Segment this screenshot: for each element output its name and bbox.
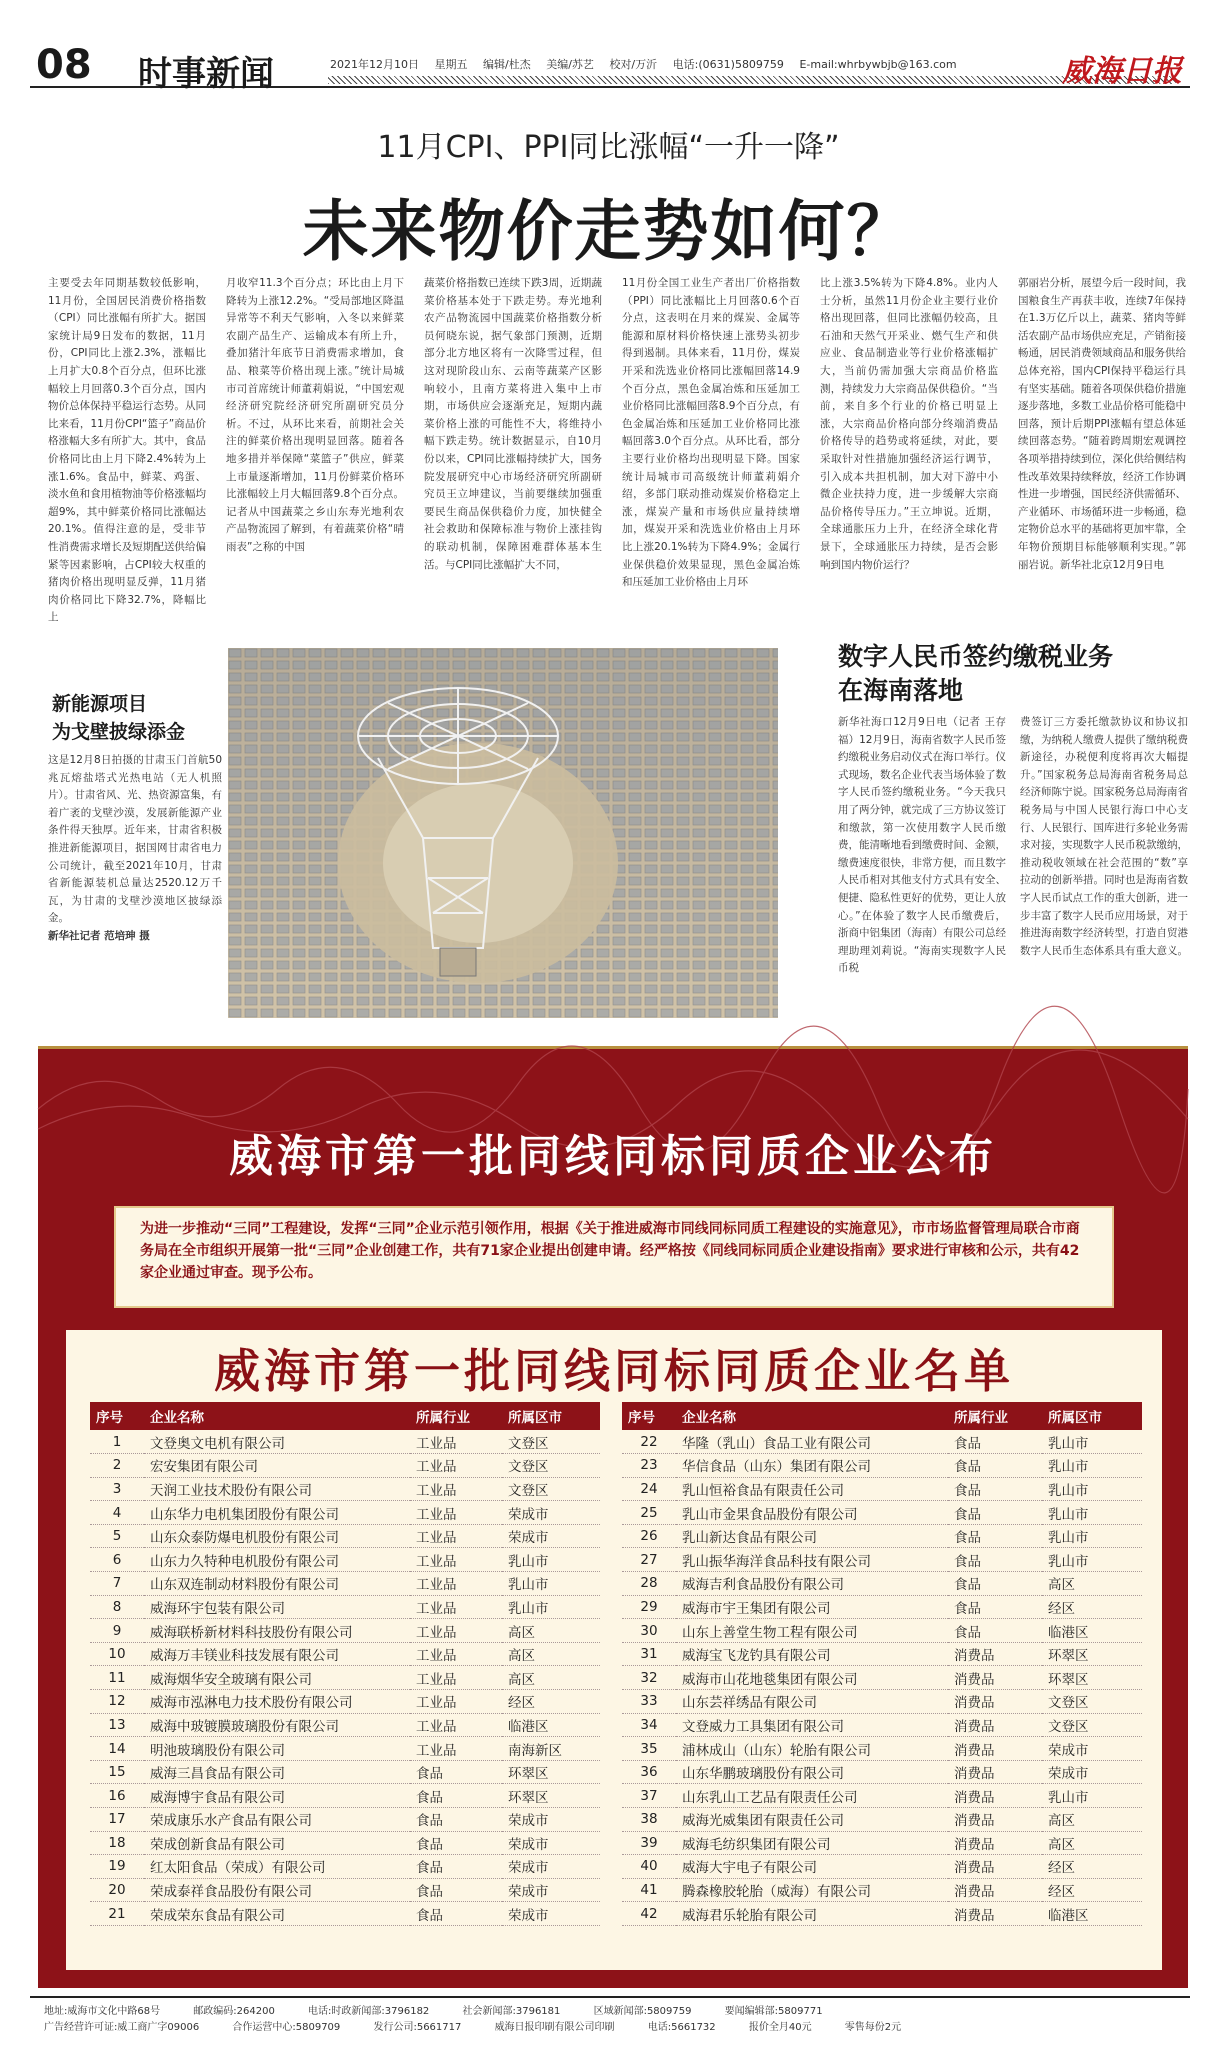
table-row [622, 1878, 1142, 1902]
side-caption: 这是12月8日拍摄的甘肃玉门首航50兆瓦熔盐塔式光热电站（无人机照片）。甘肃省风、光、热资源富集，有着广袤的戈壁沙漠，发展新能源产业条件得天独厚。近年来，甘肃省积极推进新能源项目，据国网甘肃省电力公司统计，截至2021年10月，甘肃省新能源装机总量达2520.12万千瓦，为甘肃的戈壁沙漠地区披绿添金。 [48, 754, 222, 925]
table-row [90, 1808, 600, 1832]
company-name: 乳山市金果食品股份有限公司 [676, 1501, 948, 1525]
row-number: 21 [90, 1902, 144, 1926]
company-name: 威海吉利食品股份有限公司 [676, 1572, 948, 1596]
row-number: 39 [622, 1831, 676, 1855]
row-number: 12 [90, 1690, 144, 1714]
industry: 食品 [410, 1784, 502, 1808]
company-name: 乳山新达食品有限公司 [676, 1524, 948, 1548]
company-name: 山东芸祥绣品有限公司 [676, 1690, 948, 1714]
company-name: 威海毛纺织集团有限公司 [676, 1831, 948, 1855]
industry: 消费品 [948, 1831, 1042, 1855]
district: 环翠区 [1042, 1642, 1142, 1666]
industry: 工业品 [410, 1619, 502, 1643]
company-name: 威海宝飞龙钓具有限公司 [676, 1642, 948, 1666]
industry: 食品 [948, 1548, 1042, 1572]
industry: 消费品 [948, 1690, 1042, 1714]
row-number: 42 [622, 1902, 676, 1926]
district: 环翠区 [502, 1784, 600, 1808]
enterprise-rows-right [622, 1430, 1142, 1925]
table-row [90, 1831, 600, 1855]
row-number: 27 [622, 1548, 676, 1572]
solar-tower-photo [228, 648, 778, 1018]
header-rule [328, 76, 1176, 84]
district: 乳山市 [1042, 1524, 1142, 1548]
row-number: 11 [90, 1666, 144, 1690]
col-header-company: 企业名称 [676, 1402, 948, 1430]
table-row [622, 1454, 1142, 1478]
footer-item: 电话:5661732 [647, 2022, 716, 2033]
company-name: 威海三昌食品有限公司 [144, 1760, 410, 1784]
company-name: 文登威力工具集团有限公司 [676, 1713, 948, 1737]
newspaper-logo: 威海日报 [1062, 54, 1182, 89]
page-footer [30, 1996, 1190, 2044]
industry: 食品 [948, 1430, 1042, 1454]
digital-rmb-column: 费签订三方委托缴款协议和协议扣缴，为纳税人缴费人提供了缴纳税费新途径，办税便利度将再次大幅提升。”国家税务总局海南省税务局总经济师陈宁说。国家税务总局海南省税务局与中国人民银行海口中心支行、人民银行、国库进行多轮业务需求对接，实现数字人民币税款缴纳，推动税收领域在社会范围的“数”享拉动的创新举措。同时也是海南省数字人民币试点工作的重大创新，进一步丰富了数字人民币应用场景，对于推进海南数字经济转型，打造自贸港数字人民币生态体系具有重大意义。 [1020, 716, 1188, 957]
enterprise-list-title: 威海市第一批同线同标同质企业名单 [214, 1344, 1014, 1398]
company-name: 山东双连制动材料股份有限公司 [144, 1572, 410, 1596]
company-name: 华隆（乳山）食品工业有限公司 [676, 1430, 948, 1454]
company-name: 威海市宇王集团有限公司 [676, 1595, 948, 1619]
enterprise-table-right [622, 1402, 1142, 1926]
company-name: 威海光威集团有限责任公司 [676, 1808, 948, 1832]
page-header [30, 42, 1190, 94]
table-row [622, 1690, 1142, 1714]
district: 荣成市 [502, 1878, 600, 1902]
district: 文登区 [1042, 1713, 1142, 1737]
table-row [90, 1902, 600, 1926]
table-row [622, 1784, 1142, 1808]
district: 荣成市 [502, 1501, 600, 1525]
enterprise-table-left [90, 1402, 600, 1926]
lead-column: 主要受去年同期基数较低影响，11月份，全国居民消费价格指数（CPI）同比涨幅有所扩大。据国家统计局9日发布的数据，11月份，CPI同比上涨2.3%，涨幅比上月扩大0.8个百分点，但环比涨幅较上月回落0.3个百分点，国内物价总体保持平稳运行态势。从同比来看，11月份CPI“篮子”商品价格涨幅大多有所扩大。其中，食品价格同比由上月下降2.4%转为上涨1.6%。食品中，鲜菜、鸡蛋、淡水鱼和食用植物油等价格涨幅均超9%，其中鲜菜价格同比涨幅达20.1%。值得注意的是，受非节性消费需求增长及短期配送供给偏紧等因素影响，占CPI较大权重的猪肉价格出现明显反弹，11月猪肉价格同比下降32.7%，降幅比上 [48, 277, 206, 624]
digital-rmb-title-line: 数字人民币签约缴税业务 [838, 642, 1114, 671]
row-number: 5 [90, 1524, 144, 1548]
district: 荣成市 [502, 1808, 600, 1832]
industry: 工业品 [410, 1666, 502, 1690]
digital-rmb-title [838, 640, 1193, 708]
table-row [622, 1501, 1142, 1525]
row-number: 24 [622, 1477, 676, 1501]
district: 文登区 [502, 1454, 600, 1478]
table-row [90, 1737, 600, 1761]
footer-item: 广告经营许可证:威工商广字09006 [44, 2022, 200, 2033]
company-name: 荣成泰祥食品股份有限公司 [144, 1878, 410, 1902]
industry: 消费品 [948, 1713, 1042, 1737]
table-row [622, 1430, 1142, 1454]
footer-item: 区域新闻部:5809759 [593, 2006, 692, 2017]
lead-column: 比上涨3.5%转为下降4.8%。业内人士分析，虽然11月份企业主要行业价格出现回落，但同比涨幅仍较高，且石油和天然气开采业、燃气生产和供应业、食品制造业等行业价格涨幅扩大，当前仍需加强大宗商品价格监测，持续发力大宗商品保供稳价。“当前，来自多个行业的价格已明显上涨，大宗商品价格向部分终端消费品价格传导的趋势或将延续，对此，要采取针对性措施加强经济运行调节，引入成本共担机制，加大对下游中小微企业扶持力度，进一步缓解大宗商品价格传导压力。”王立坤说。近期，全球通胀压力上升，在经济全球化背景下，全球通胀压力持续，是否会影响到国内物价运行？ [820, 277, 998, 571]
company-name: 威海万丰镁业科技发展有限公司 [144, 1642, 410, 1666]
company-name: 乳山恒裕食品有限责任公司 [676, 1477, 948, 1501]
district: 荣成市 [1042, 1760, 1142, 1784]
company-name: 威海市山花地毯集团有限公司 [676, 1666, 948, 1690]
district: 乳山市 [1042, 1430, 1142, 1454]
table-row [90, 1690, 600, 1714]
footer-item: 要闻编辑部:5809771 [724, 2006, 823, 2017]
industry: 工业品 [410, 1642, 502, 1666]
row-number: 10 [90, 1642, 144, 1666]
banner-title: 威海市第一批同线同标同质企业公布 [229, 1131, 997, 1182]
sub-headline: 11月CPI、PPI同比涨幅“一升一降” [377, 130, 840, 165]
table-row [622, 1855, 1142, 1879]
table-row [90, 1454, 600, 1478]
footer-item: 社会新闻部:3796181 [462, 2006, 561, 2017]
company-name: 山东华鹏玻璃股份有限公司 [676, 1760, 948, 1784]
row-number: 41 [622, 1878, 676, 1902]
table-row [90, 1642, 600, 1666]
company-name: 腾森橡胶轮胎（威海）有限公司 [676, 1878, 948, 1902]
company-name: 宏安集团有限公司 [144, 1454, 410, 1478]
row-number: 32 [622, 1666, 676, 1690]
row-number: 28 [622, 1572, 676, 1596]
row-number: 20 [90, 1878, 144, 1902]
announcement-intro: 为进一步推动“三同”工程建设，发挥“三同”企业示范引领作用，根据《关于推进威海市同线同标同质工程建设的实施意见》，市市场监督管理局联合市商务局在全市组织开展第一批“三同”企业创建工作，共有71家企业提出创建申请。经严格按《同线同标同质企业建设指南》要求进行审核和公示，共有42家企业通过审查。现予公布。 [114, 1206, 1114, 1308]
row-number: 4 [90, 1501, 144, 1525]
industry: 食品 [948, 1501, 1042, 1525]
company-name: 威海君乐轮胎有限公司 [676, 1902, 948, 1926]
table-row [622, 1831, 1142, 1855]
industry: 消费品 [948, 1902, 1042, 1926]
col-header-industry: 所属行业 [410, 1402, 502, 1430]
industry: 食品 [948, 1454, 1042, 1478]
district: 乳山市 [1042, 1454, 1142, 1478]
table-row [90, 1666, 600, 1690]
district: 荣成市 [1042, 1737, 1142, 1761]
district: 经区 [1042, 1855, 1142, 1879]
table-row [90, 1548, 600, 1572]
footer-item: 电话:时政新闻部:3796182 [308, 2006, 430, 2017]
company-name: 威海博宇食品有限公司 [144, 1784, 410, 1808]
industry: 工业品 [410, 1737, 502, 1761]
col-header-district: 所属区市 [502, 1402, 600, 1430]
row-number: 40 [622, 1855, 676, 1879]
industry: 食品 [948, 1572, 1042, 1596]
col-header-district: 所属区市 [1042, 1402, 1142, 1430]
table-row [90, 1878, 600, 1902]
row-number: 17 [90, 1808, 144, 1832]
industry: 工业品 [410, 1572, 502, 1596]
footer-line [44, 2002, 853, 2017]
footer-line [44, 2018, 931, 2033]
row-number: 33 [622, 1690, 676, 1714]
table-row [622, 1808, 1142, 1832]
table-row [90, 1501, 600, 1525]
row-number: 2 [90, 1454, 144, 1478]
row-number: 37 [622, 1784, 676, 1808]
table-row [622, 1902, 1142, 1926]
industry: 食品 [410, 1878, 502, 1902]
industry: 消费品 [948, 1642, 1042, 1666]
table-row [90, 1524, 600, 1548]
district: 乳山市 [1042, 1784, 1142, 1808]
company-name: 乳山振华海洋食品科技有限公司 [676, 1548, 948, 1572]
company-name: 山东众泰防爆电机股份有限公司 [144, 1524, 410, 1548]
table-row [90, 1713, 600, 1737]
district: 高区 [1042, 1808, 1142, 1832]
phone: 电话:(0631)5809759 [672, 58, 784, 71]
table-row [622, 1713, 1142, 1737]
table-row [90, 1619, 600, 1643]
side-title-line: 为戈壁披绿添金 [52, 721, 186, 743]
industry: 消费品 [948, 1666, 1042, 1690]
industry: 消费品 [948, 1760, 1042, 1784]
district: 文登区 [502, 1430, 600, 1454]
footer-item: 邮政编码:264200 [193, 2006, 275, 2017]
table-row [622, 1572, 1142, 1596]
row-number: 14 [90, 1737, 144, 1761]
side-body [48, 752, 222, 972]
district: 南海新区 [502, 1737, 600, 1761]
designer: 美编/苏艺 [546, 58, 594, 71]
company-name: 荣成康乐水产食品有限公司 [144, 1808, 410, 1832]
proofreader: 校对/万沂 [609, 58, 658, 71]
company-name: 文登奥文电机有限公司 [144, 1430, 410, 1454]
row-number: 36 [622, 1760, 676, 1784]
district: 文登区 [502, 1477, 600, 1501]
table-row [90, 1477, 600, 1501]
company-name: 华信食品（山东）集团有限公司 [676, 1454, 948, 1478]
company-name: 明池玻璃股份有限公司 [144, 1737, 410, 1761]
headline: 未来物价走势如何？ [302, 192, 915, 270]
industry: 工业品 [410, 1454, 502, 1478]
issue-date: 2021年12月10日 [330, 58, 419, 71]
table-row [622, 1548, 1142, 1572]
industry: 消费品 [948, 1808, 1042, 1832]
industry: 食品 [410, 1808, 502, 1832]
row-number: 35 [622, 1737, 676, 1761]
table-row [90, 1760, 600, 1784]
district: 高区 [502, 1642, 600, 1666]
row-number: 26 [622, 1524, 676, 1548]
industry: 食品 [948, 1477, 1042, 1501]
district: 高区 [502, 1666, 600, 1690]
table-header-row [622, 1402, 1142, 1430]
row-number: 31 [622, 1642, 676, 1666]
table-row [622, 1524, 1142, 1548]
row-number: 13 [90, 1713, 144, 1737]
table-row [622, 1619, 1142, 1643]
district: 临港区 [502, 1713, 600, 1737]
company-name: 威海烟华安全玻璃有限公司 [144, 1666, 410, 1690]
editor: 编辑/杜杰 [483, 58, 531, 71]
lead-column: 11月份全国工业生产者出厂价格指数（PPI）同比涨幅比上月回落0.6个百分点，这表明在月来的煤炭、金属等能源和原材料价格快速上涨势头初步得到遏制。具体来看，11月份，煤炭开采和洗选业价格同比涨幅回落14.9个百分点，黑色金属冶炼和压延加工业价格同比涨幅回落8.9个百分点，有色金属冶炼和压延加工业价格同比涨幅回落3.0个百分点。从环比看，部分主要行业价格均出现明显下降。国家统计局城市司高级统计师董莉娟介绍，多部门联动推动煤炭价格稳定上涨，煤炭产量和市场供应量持续增加，煤炭开采和洗选业价格由上月环比上涨20.1%转为下降4.9%；金属行业保供稳价效果显现，黑色金属冶炼和压延加工业价格由上月环 [622, 277, 800, 589]
table-row [90, 1430, 600, 1454]
footer-item: 零售每份2元 [844, 2022, 902, 2033]
district: 文登区 [1042, 1690, 1142, 1714]
row-number: 25 [622, 1501, 676, 1525]
row-number: 30 [622, 1619, 676, 1643]
row-number: 18 [90, 1831, 144, 1855]
row-number: 38 [622, 1808, 676, 1832]
table-row [90, 1595, 600, 1619]
district: 荣成市 [502, 1831, 600, 1855]
industry: 工业品 [410, 1595, 502, 1619]
row-number: 29 [622, 1595, 676, 1619]
footer-item: 威海日报印刷有限公司印刷 [494, 2022, 615, 2033]
industry: 食品 [410, 1831, 502, 1855]
industry: 食品 [410, 1760, 502, 1784]
row-number: 3 [90, 1477, 144, 1501]
col-header-industry: 所属行业 [948, 1402, 1042, 1430]
industry: 消费品 [948, 1855, 1042, 1879]
company-name: 威海环宇包装有限公司 [144, 1595, 410, 1619]
page-number: 08 [36, 42, 92, 88]
issue-weekday: 星期五 [434, 58, 468, 71]
solar-plant-illustration [228, 648, 778, 1018]
industry: 工业品 [410, 1690, 502, 1714]
district: 乳山市 [1042, 1548, 1142, 1572]
district: 经区 [502, 1690, 600, 1714]
table-row [90, 1855, 600, 1879]
industry: 工业品 [410, 1713, 502, 1737]
company-name: 威海中玻镀膜玻璃股份有限公司 [144, 1713, 410, 1737]
lead-column: 月收窄11.3个百分点；环比由上月下降转为上涨12.2%。“受局部地区降温异常等不利天气影响，入冬以来鲜菜农副产品生产、运输成本有所上升，叠加猪汁年底节日消费需求增加，食品、粮菜等价格出现上涨。”统计局城市司首席统计师董莉娟说，“中国宏观经济研究院经济研究所副研究员分析。不过，从环比来看，前期社会关注的鲜菜价格出现明显回落。随着各地多措并举保障“菜篮子”供应，鲜菜上市量逐渐增加，11月份鲜菜价格环比涨幅较上月大幅回落9.8个百分点。记者从中国蔬菜之乡山东寿光地利农产品物流园了解到，有着蔬菜价格“晴雨表”之称的中国 [226, 277, 404, 553]
company-name: 浦林成山（山东）轮胎有限公司 [676, 1737, 948, 1761]
issue-meta [330, 56, 969, 72]
enterprise-rows-left [90, 1430, 600, 1925]
company-name: 荣成创新食品有限公司 [144, 1831, 410, 1855]
section-title: 时事新闻 [138, 54, 274, 94]
industry: 工业品 [410, 1430, 502, 1454]
footer-item: 地址:威海市文化中路68号 [44, 2006, 161, 2017]
footer-item: 报价全月40元 [748, 2022, 812, 2033]
row-number: 16 [90, 1784, 144, 1808]
company-name: 威海市泓淋电力技术股份有限公司 [144, 1690, 410, 1714]
col-header-company: 企业名称 [144, 1402, 410, 1430]
industry: 食品 [410, 1855, 502, 1879]
row-number: 1 [90, 1430, 144, 1454]
district: 乳山市 [1042, 1477, 1142, 1501]
industry: 工业品 [410, 1524, 502, 1548]
company-name: 山东力久特种电机股份有限公司 [144, 1548, 410, 1572]
company-name: 威海联桥新材料科技股份有限公司 [144, 1619, 410, 1643]
table-row [622, 1642, 1142, 1666]
table-row [622, 1595, 1142, 1619]
row-number: 22 [622, 1430, 676, 1454]
district: 经区 [1042, 1878, 1142, 1902]
lead-column: 郭丽岩分析，展望今后一段时间，我国粮食生产再获丰收，连续7年保持在1.3万亿斤以上，蔬菜、猪肉等鲜活农副产品市场供应充足，产销衔接畅通，居民消费领域商品和服务供给总体充裕，国内CPI保持平稳运行具有坚实基础。随着各项保供稳价措施逐步落地，多数工业品价格可能稳中回落，预计后期PPI涨幅有望总体延续回落态势。“随着跨周期宏观调控各项举措持续到位，深化供给侧结构性改革效果持续释放，经济工作协调性进一步增强，国民经济供需循环、产业循环、市场循环进一步畅通，稳定物价总水平的基础将更加牢靠，全年物价预期目标能够顺利实现。”郭丽岩说。新华社北京12月9日电 [1018, 277, 1186, 571]
table-row [90, 1572, 600, 1596]
district: 经区 [1042, 1595, 1142, 1619]
industry: 消费品 [948, 1737, 1042, 1761]
district: 乳山市 [502, 1595, 600, 1619]
digital-rmb-title-line: 在海南落地 [838, 676, 964, 705]
row-number: 9 [90, 1619, 144, 1643]
district: 临港区 [1042, 1902, 1142, 1926]
company-name: 红太阳食品（荣成）有限公司 [144, 1855, 410, 1879]
company-name: 威海大宇电子有限公司 [676, 1855, 948, 1879]
row-number: 6 [90, 1548, 144, 1572]
table-row [622, 1737, 1142, 1761]
industry: 工业品 [410, 1548, 502, 1572]
side-title [52, 690, 220, 746]
district: 高区 [1042, 1572, 1142, 1596]
photo-credit: 新华社记者 范培珅 摄 [48, 929, 150, 942]
table-header-row [90, 1402, 600, 1430]
district: 乳山市 [502, 1548, 600, 1572]
row-number: 15 [90, 1760, 144, 1784]
district: 高区 [502, 1619, 600, 1643]
side-title-line: 新能源项目 [52, 693, 148, 715]
table-row [622, 1666, 1142, 1690]
company-name: 山东华力电机集团股份有限公司 [144, 1501, 410, 1525]
district: 高区 [1042, 1831, 1142, 1855]
digital-rmb-column: 新华社海口12月9日电（记者 王存福）12月9日，海南省数字人民币签约缴税业务启动仪式在海口举行。仪式现场，数名企业代表当场体验了数字人民币签约缴税业务。“今天我只用了两分钟，就完成了三方协议签订和缴款，第一次使用数字人民币缴费，能清晰地看到缴费时间、金额，缴费速度很快，非常方便，而且数字人民币相对其他支付方式具有安全、便捷、隐私性更好的优势，更让人放心。”在体验了数字人民币缴费后，浙商中铝集团（海南）有限公司总经理助理刘莉说。“海南实现数字人民币税 [838, 716, 1006, 975]
row-number: 34 [622, 1713, 676, 1737]
col-header-number: 序号 [622, 1402, 676, 1430]
footer-item: 发行公司:5661717 [373, 2022, 462, 2033]
row-number: 23 [622, 1454, 676, 1478]
district: 乳山市 [1042, 1501, 1142, 1525]
industry: 食品 [948, 1595, 1042, 1619]
industry: 食品 [948, 1524, 1042, 1548]
lead-column: 蔬菜价格指数已连续下跌3周，近期蔬菜价格基本处于下跌走势。寿光地利农产品物流园中国蔬菜价格指数分析员何晓东说，据气象部门预测，近期部分北方地区将有一次降雪过程，但这对现阶段山东、云南等蔬菜产区影响较小，且南方菜将进入集中上市期，市场供应会逐渐充足，短期内蔬菜价格上涨的可能性不大，将维持小幅下跌走势。统计数据显示，自10月份以来，CPI同比涨幅持续扩大，国务院发展研究中心市场经济研究所副研究员王立坤建议，当前要继续加强重要民生商品保供稳价力度，加快健全社会救助和保障标准与物价上涨挂钩的联动机制，保障困难群体基本生活。与CPI同比涨幅扩大不同， [424, 277, 602, 571]
district: 环翠区 [502, 1760, 600, 1784]
table-row [622, 1760, 1142, 1784]
district: 荣成市 [502, 1855, 600, 1879]
district: 乳山市 [502, 1572, 600, 1596]
district: 环翠区 [1042, 1666, 1142, 1690]
industry: 消费品 [948, 1878, 1042, 1902]
industry: 工业品 [410, 1477, 502, 1501]
district: 临港区 [1042, 1619, 1142, 1643]
email: E-mail:whrbywbjb@163.com [799, 58, 957, 71]
company-name: 天润工业技术股份有限公司 [144, 1477, 410, 1501]
col-header-number: 序号 [90, 1402, 144, 1430]
company-name: 山东上善堂生物工程有限公司 [676, 1619, 948, 1643]
industry: 工业品 [410, 1501, 502, 1525]
industry: 消费品 [948, 1784, 1042, 1808]
industry: 食品 [948, 1619, 1042, 1643]
company-name: 山东乳山工艺品有限责任公司 [676, 1784, 948, 1808]
row-number: 7 [90, 1572, 144, 1596]
table-row [622, 1477, 1142, 1501]
row-number: 8 [90, 1595, 144, 1619]
district: 荣成市 [502, 1524, 600, 1548]
company-name: 荣成荣东食品有限公司 [144, 1902, 410, 1926]
footer-item: 合作运营中心:5809709 [232, 2022, 341, 2033]
industry: 食品 [410, 1902, 502, 1926]
district: 荣成市 [502, 1902, 600, 1926]
row-number: 19 [90, 1855, 144, 1879]
table-row [90, 1784, 600, 1808]
